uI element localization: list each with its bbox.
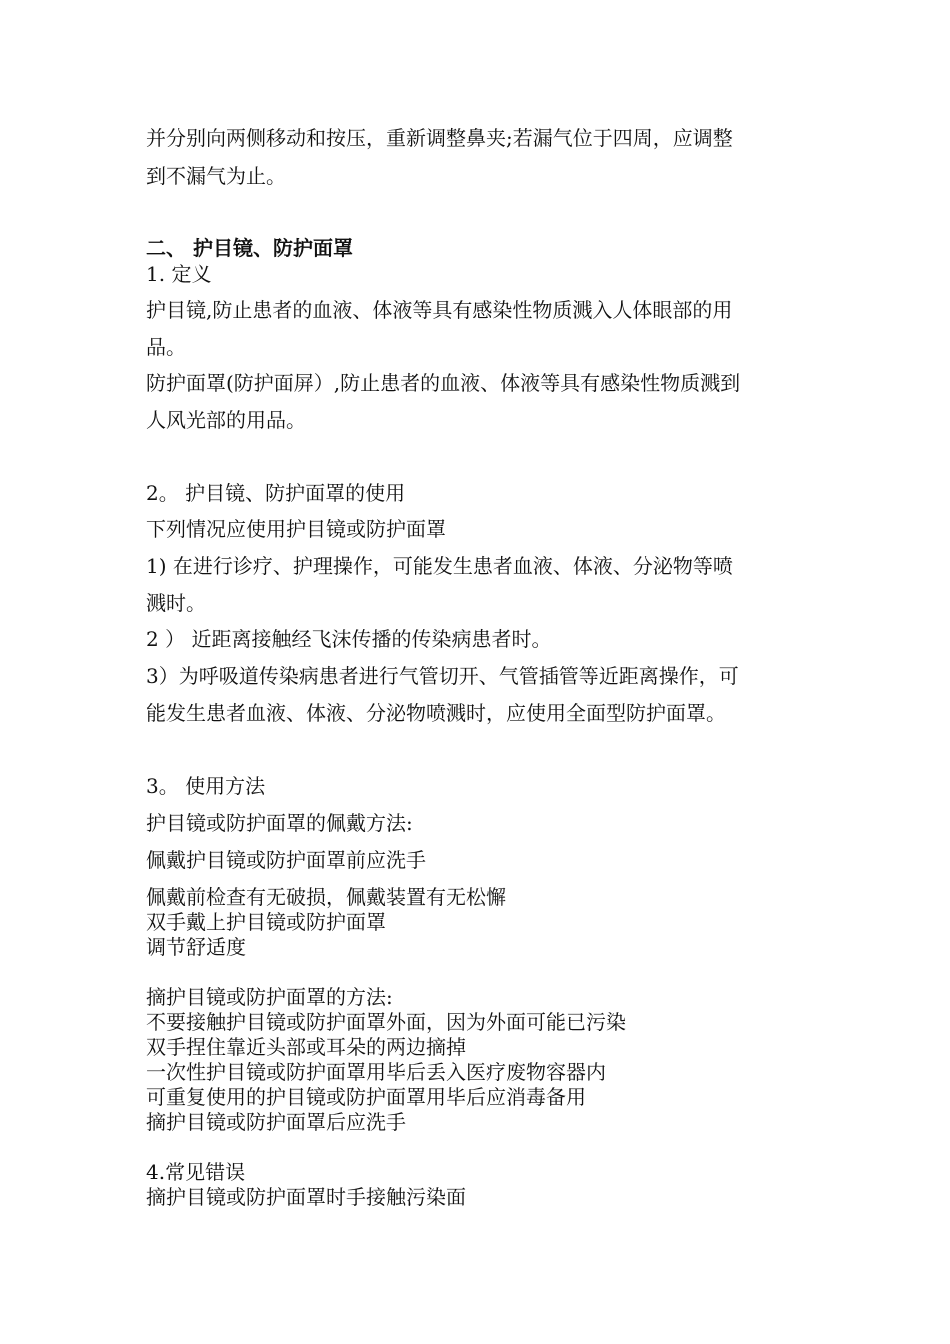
subsection-title: 3。 使用方法 bbox=[146, 774, 266, 798]
paragraph-line: 人风光部的用品。 bbox=[146, 408, 306, 432]
paragraph-line: 摘护目镜或防护面罩的方法: bbox=[146, 985, 393, 1009]
paragraph-line: 摘护目镜或防护面罩时手接触污染面 bbox=[146, 1185, 466, 1209]
paragraph-line: 到不漏气为止。 bbox=[146, 164, 286, 188]
paragraph-line: 护目镜或防护面罩的佩戴方法: bbox=[146, 811, 413, 835]
paragraph-line: 并分别向两侧移动和按压，重新调整鼻夹;若漏气位于四周，应调整 bbox=[146, 126, 733, 150]
list-item: 2 ） 近距离接触经飞沫传播的传染病患者时。 bbox=[146, 627, 552, 651]
step-line: 佩戴护目镜或防护面罩前应洗手 bbox=[146, 848, 426, 872]
paragraph-line: 品。 bbox=[146, 335, 186, 359]
step-line: 不要接触护目镜或防护面罩外面，因为外面可能已污染 bbox=[146, 1010, 626, 1034]
paragraph-line: 防护面罩(防护面屏）,防止患者的血液、体液等具有感染性物质溅到 bbox=[146, 371, 741, 395]
list-item-continued: 溅时。 bbox=[146, 591, 206, 615]
step-line: 一次性护目镜或防护面罩用毕后丢入医疗废物容器内 bbox=[146, 1060, 606, 1084]
subsection-title: 1. 定义 bbox=[146, 262, 212, 286]
step-line: 调节舒适度 bbox=[146, 935, 246, 959]
list-item: 3）为呼吸道传染病患者进行气管切开、气管插管等近距离操作，可 bbox=[146, 664, 739, 688]
list-item-continued: 能发生患者血液、体液、分泌物喷溅时，应使用全面型防护面罩。 bbox=[146, 701, 726, 725]
paragraph-line: 护目镜,防止患者的血液、体液等具有感染性物质溅入人体眼部的用 bbox=[146, 298, 733, 322]
step-line: 双手戴上护目镜或防护面罩 bbox=[146, 910, 386, 934]
subsection-title: 4.常见错误 bbox=[146, 1160, 246, 1184]
step-line: 可重复使用的护目镜或防护面罩用毕后应消毒备用 bbox=[146, 1085, 586, 1109]
step-line: 佩戴前检查有无破损，佩戴装置有无松懈 bbox=[146, 885, 506, 909]
step-line: 双手捏住靠近头部或耳朵的两边摘掉 bbox=[146, 1035, 466, 1059]
paragraph-line: 下列情况应使用护目镜或防护面罩 bbox=[146, 517, 446, 541]
subsection-title: 2。 护目镜、防护面罩的使用 bbox=[146, 481, 406, 505]
step-line: 摘护目镜或防护面罩后应洗手 bbox=[146, 1110, 406, 1134]
list-item: 1) 在进行诊疗、护理操作，可能发生患者血液、体液、分泌物等喷 bbox=[146, 554, 733, 578]
section-heading: 二、 护目镜、防护面罩 bbox=[146, 236, 353, 260]
